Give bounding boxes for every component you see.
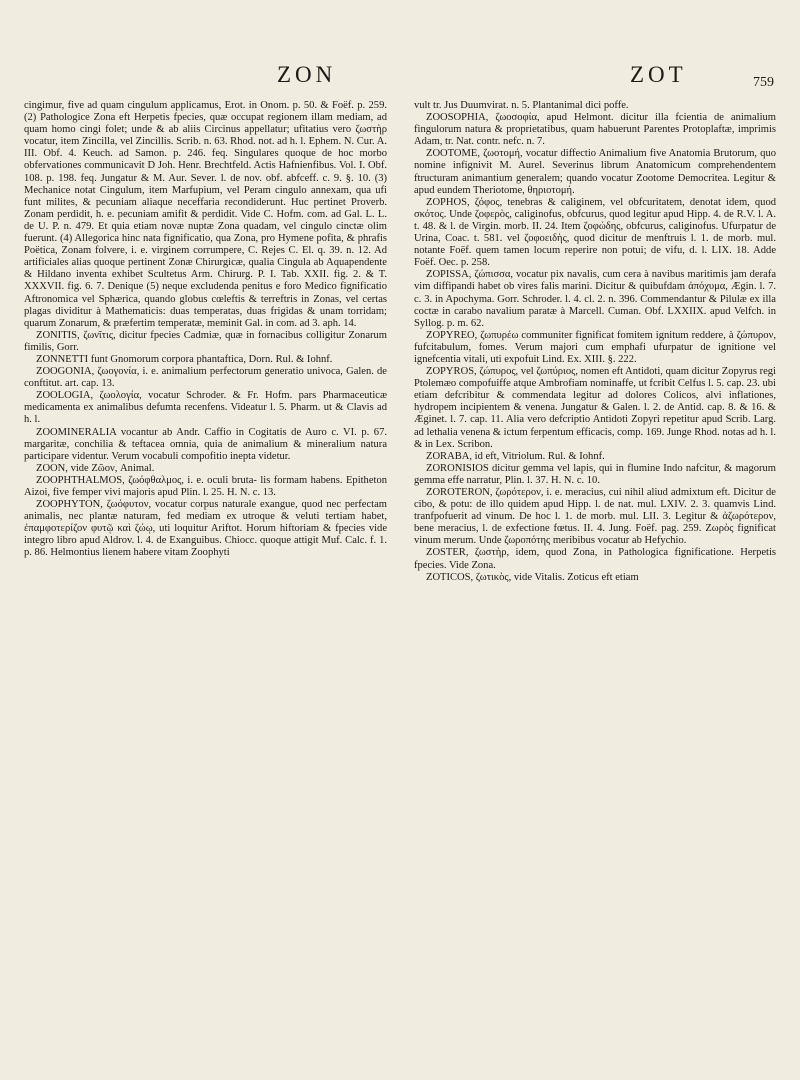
- right-column: [414, 100, 776, 584]
- page-number: 759: [753, 75, 774, 90]
- entry-zopissa: ZOPISSA, ζώπισσα, vocatur pix navalis, cum cera à navibus maritimis jam derafa vim diffipandi habet ob vires falis marini. Dicitur & quibufdam ἀπόχυμα, Ægin. l. 7. c. 3. in Apochyma. Gorr. Schroder. l. 4. cl. 2. n. 396. Commendantur & Pilulæ ex illa coctæ in carabo navalium paratæ à Marcell. Cuman. Obf. LXXIIX. apud Velfch. in Syllog. p. m. 62.: [414, 269, 776, 329]
- entry-zoon: ZOON, vide Ζῶον, Animal.: [36, 462, 155, 474]
- running-head-right: ZOT: [630, 62, 687, 87]
- entry-zonitis: ZONITIS, ζωνῖτις, dicitur fpecies Cadmiæ, quæ in fornacibus colligitur Zonarum fimilis, Gorr.: [24, 329, 387, 353]
- entry-zonnetti: ZONNETTI funt Gnomorum corpora phantaftica, Dorn. Rul. & Iohnf.: [36, 353, 333, 365]
- entry-zoologia: ZOOLOGIA, ζωολογία, vocatur Schroder. & Fr. Hofm. pars Pharmaceuticæ medicamenta ex animalibus defumta recenfens. Videatur l. 5. Pharm. ut & Clavis ad h. l.: [24, 390, 387, 426]
- entry-zoophyton-continued: vult tr. Jus Duumvirat. n. 5. Plantanimal dici poffe.: [414, 100, 629, 111]
- left-column: [24, 100, 387, 560]
- entry-zona-continued: cingimur, five ad quam cingulum applicamus, Erot. in Onom. p. 50. & Foëf. p. 259. (2) Pathologice Zona eft Herpetis fpecies, quæ occupat regionem illam mediam, ad quam homo cingi folet; unde & ab aliis Circinus appellatur; ufitatius vero ζωστὴρ vocatur, item Zincilla, vel Zincillis. Scrib. n. 63. Rhod. not. ad h. l. Ephem. N. Cur. A. III. Obf. 4. Keuch. ad Samon. p. 246. feq. Singulares quoque de hoc morbo obfervationes communicavit D Joh. Henr. Brechtfeld. Actis Hafnienfibus. Vol. I. Obf. 108. p. 198. feq. Jungatur & M. Aur. Sever. l. de nov. obf. abfceff. c. 9. §. 10. (3) Mechanice notat Cingulum, item Marfupium, vel Peram cingulo annexam, qua ufi funt milites, & pecuniam aliaque neceffaria recondiderunt. Huc pertinet Proverb. Zonam perdidit, h. e. pecuniam amifit & perdidit. Vide C. Hofm. com. ad Gal. L. L. de U. P. n. 479. Et quia etiam novæ nuptæ Zona quadam, vel cingulo cinctæ olim fuerunt. (4) Allegorica hinc nata fignificatio, qua Zona, pro Hymene pofita, & phrafis Poëtica, Zonam folvere, i. e. virginem corrumpere, C. Rejes C. El. q. 39. n. 12. Ad artificiales alias quoque pertinent Zonæ Chirurgicæ, qualia Cingula ab Aquapendente & Hildano inventa exhibet Scultetus Arm. Chirurg. P. I. Tab. XXII. fig. 2. & T. XXXVII. fig. 6. 7. Denique (5) neque excludenda penitus e foro Medico fignificatio Aftronomica vel Sphærica, quando globus cœleftis & terreftris in Zonas, vel certas plagas dividitur à Mathematicis: duas temperatas, duas frigidas & unam torridam; quarum Zonarum, & præfertim temperatæ, meminit Gal. in com. ad 3. aph. 14.: [24, 100, 387, 329]
- entry-zopyreo: ZOPYREO, ζωπυρέω communiter fignificat fomitem ignitum reddere, à ζώπυρον, fufcitabulum, fomes. Verum majori cum emphafi ufurpatur de ignitione vel ignefcentia vitali, uti expofuit Lind. Ex. XIII. §. 222.: [414, 329, 776, 365]
- entry-zoronisios: ZORONISIOS dicitur gemma vel lapis, qui in flumine Indo nafcitur, & magorum gemma effe narratur, Plin. l. 37. H. N. c. 10.: [414, 462, 776, 486]
- entry-zopyros: ZOPYROS, ζώπυρος, vel ζωπύριος, nomen eft Antidoti, quam dicitur Zopyrus regi Ptolemæo compofuiffe atque Ambrofiam nominaffe, ut fcribit Celfus l. 5. cap. 23. ubi etiam defcribitur & commendata legitur ad dolores Colicos, alvi inflationes, hydropem incipientem & venena. Jungatur & Galen. l. 2. de Antid. cap. 8. & 16. & Æginet. l. 7. cap. 11. Alia vero defcriptio Antidoti Zopyri repetitur apud Scrib. Larg. ad lethalia venena & ictum ferpentum efficacis, comp. 169. Junge Rhod. notas ad h. l. & in Lex. Scribon.: [414, 366, 776, 450]
- entry-zophos: ZOPHOS, ζόφος, tenebras & caliginem, vel obfcuritatem, denotat idem, quod σκότος. Unde ζοφερὸς, caliginofus, obfcurus, quod legitur apud Hipp. 4. de R.V. l. A. t. 48. & l. de Virgin. morb. II. 24. Item ζοφώδης, obfcurus, caliginofus. Ufurpatur de Urina, Coac. t. 581. vel ζοφοειδὴς, quod dicitur de menftruis l. 1. de morb. mul. notante Foëf. quem tamen locum reperire non potui; de vifu, d. l. LIX. 18. Adde Foëf. Oec. p. 258.: [414, 196, 776, 269]
- entry-zootome: ZOOTOME, ζωοτομή, vocatur diffectio Animalium five Anatomia Brutorum, quo nomine infignivit M. Aurel. Severinus librum Anatomicum comprehendentem ftructuram animantium generalem; quando vocatur Zootome Democritea. Legitur & apud eundem Theriotome, θηριοτομή.: [414, 148, 776, 196]
- entry-zoster: ZOSTER, ζωστὴρ, idem, quod Zona, in Pathologica fignificatione. Herpetis fpecies. Vide Zona.: [414, 547, 776, 571]
- entry-zoophyton: ZOOPHYTON, ζωόφυτον, vocatur corpus naturale exangue, quod nec perfectam animalis, nec plantæ naturam, fed mediam ex utroque & veluti tertiam habet, ἐπαμφοτερίζον φυτῷ καὶ ζώῳ, uti loquitur Ariftot. Horum hiftoriam & fpecies vide integro libro apud Aldrov. l. 4. de Exanguibus. Chiocc. quoque attigit Muf. Calc. f. 1. p. 86. Helmontius lienem habere vitam Zoophyti: [24, 499, 387, 559]
- entry-zoomineralia: ZOOMINERALIA vocantur ab Andr. Caffio in Cogitatis de Auro c. VI. p. 67. margaritæ, conchilia & teftacea omnia, quia de animalium & mineralium natura participare videntur. Verum vocabuli compofitio inepta videtur.: [24, 426, 387, 462]
- entry-zoticos: ZOTICOS, ζωτικὸς, vide Vitalis. Zoticus eft etiam: [426, 571, 639, 583]
- entry-zoosophia: ZOOSOPHIA, ζωοσοφία, apud Helmont. dicitur illa fcientia de animalium fingulorum natura & proprietatibus, quam habuerunt Parentes Protoplaftæ, imprimis Adam, tr. Nat. contr. nefc. n. 7.: [414, 112, 776, 148]
- entry-zoophthalmos: ZOOPHTHALMOS, ζωόφθαλμος, i. e. oculi bruta- lis formam habens. Epitheton Aizoi, five femper vivi majoris apud Plin. l. 25. H. N. c. 13.: [24, 474, 387, 498]
- entry-zoroteron: ZOROTERON, ζωρότερον, i. e. meracius, cui nihil aliud admixtum eft. Dicitur de cibo, & potu: de illo quidem apud Hipp. l. de nat. mul. LXIV. 2. 3. quamvis Lind. tranfpofuerit ad vinum. De hoc l. 1. de morb. mul. LII. 3. Legitur & ἀζωρότερον, bene meracius, l. de exfectione fœtus. II. 4. Jung. Foëf. pag. 259. Ζωρὸς fignificat vinum merum. Unde ζωροπότης meribibus vocatur ab Hefychio.: [414, 487, 776, 547]
- running-head-left: ZON: [277, 62, 337, 87]
- page-header: [22, 62, 774, 96]
- entry-zoogonia: ZOOGONIA, ζωογονία, i. e. animalium perfectorum generatio univoca, Galen. de conftitut. art. cap. 13.: [24, 366, 387, 390]
- entry-zoraba: ZORABA, id eft, Vitriolum. Rul. & Iohnf.: [426, 450, 605, 462]
